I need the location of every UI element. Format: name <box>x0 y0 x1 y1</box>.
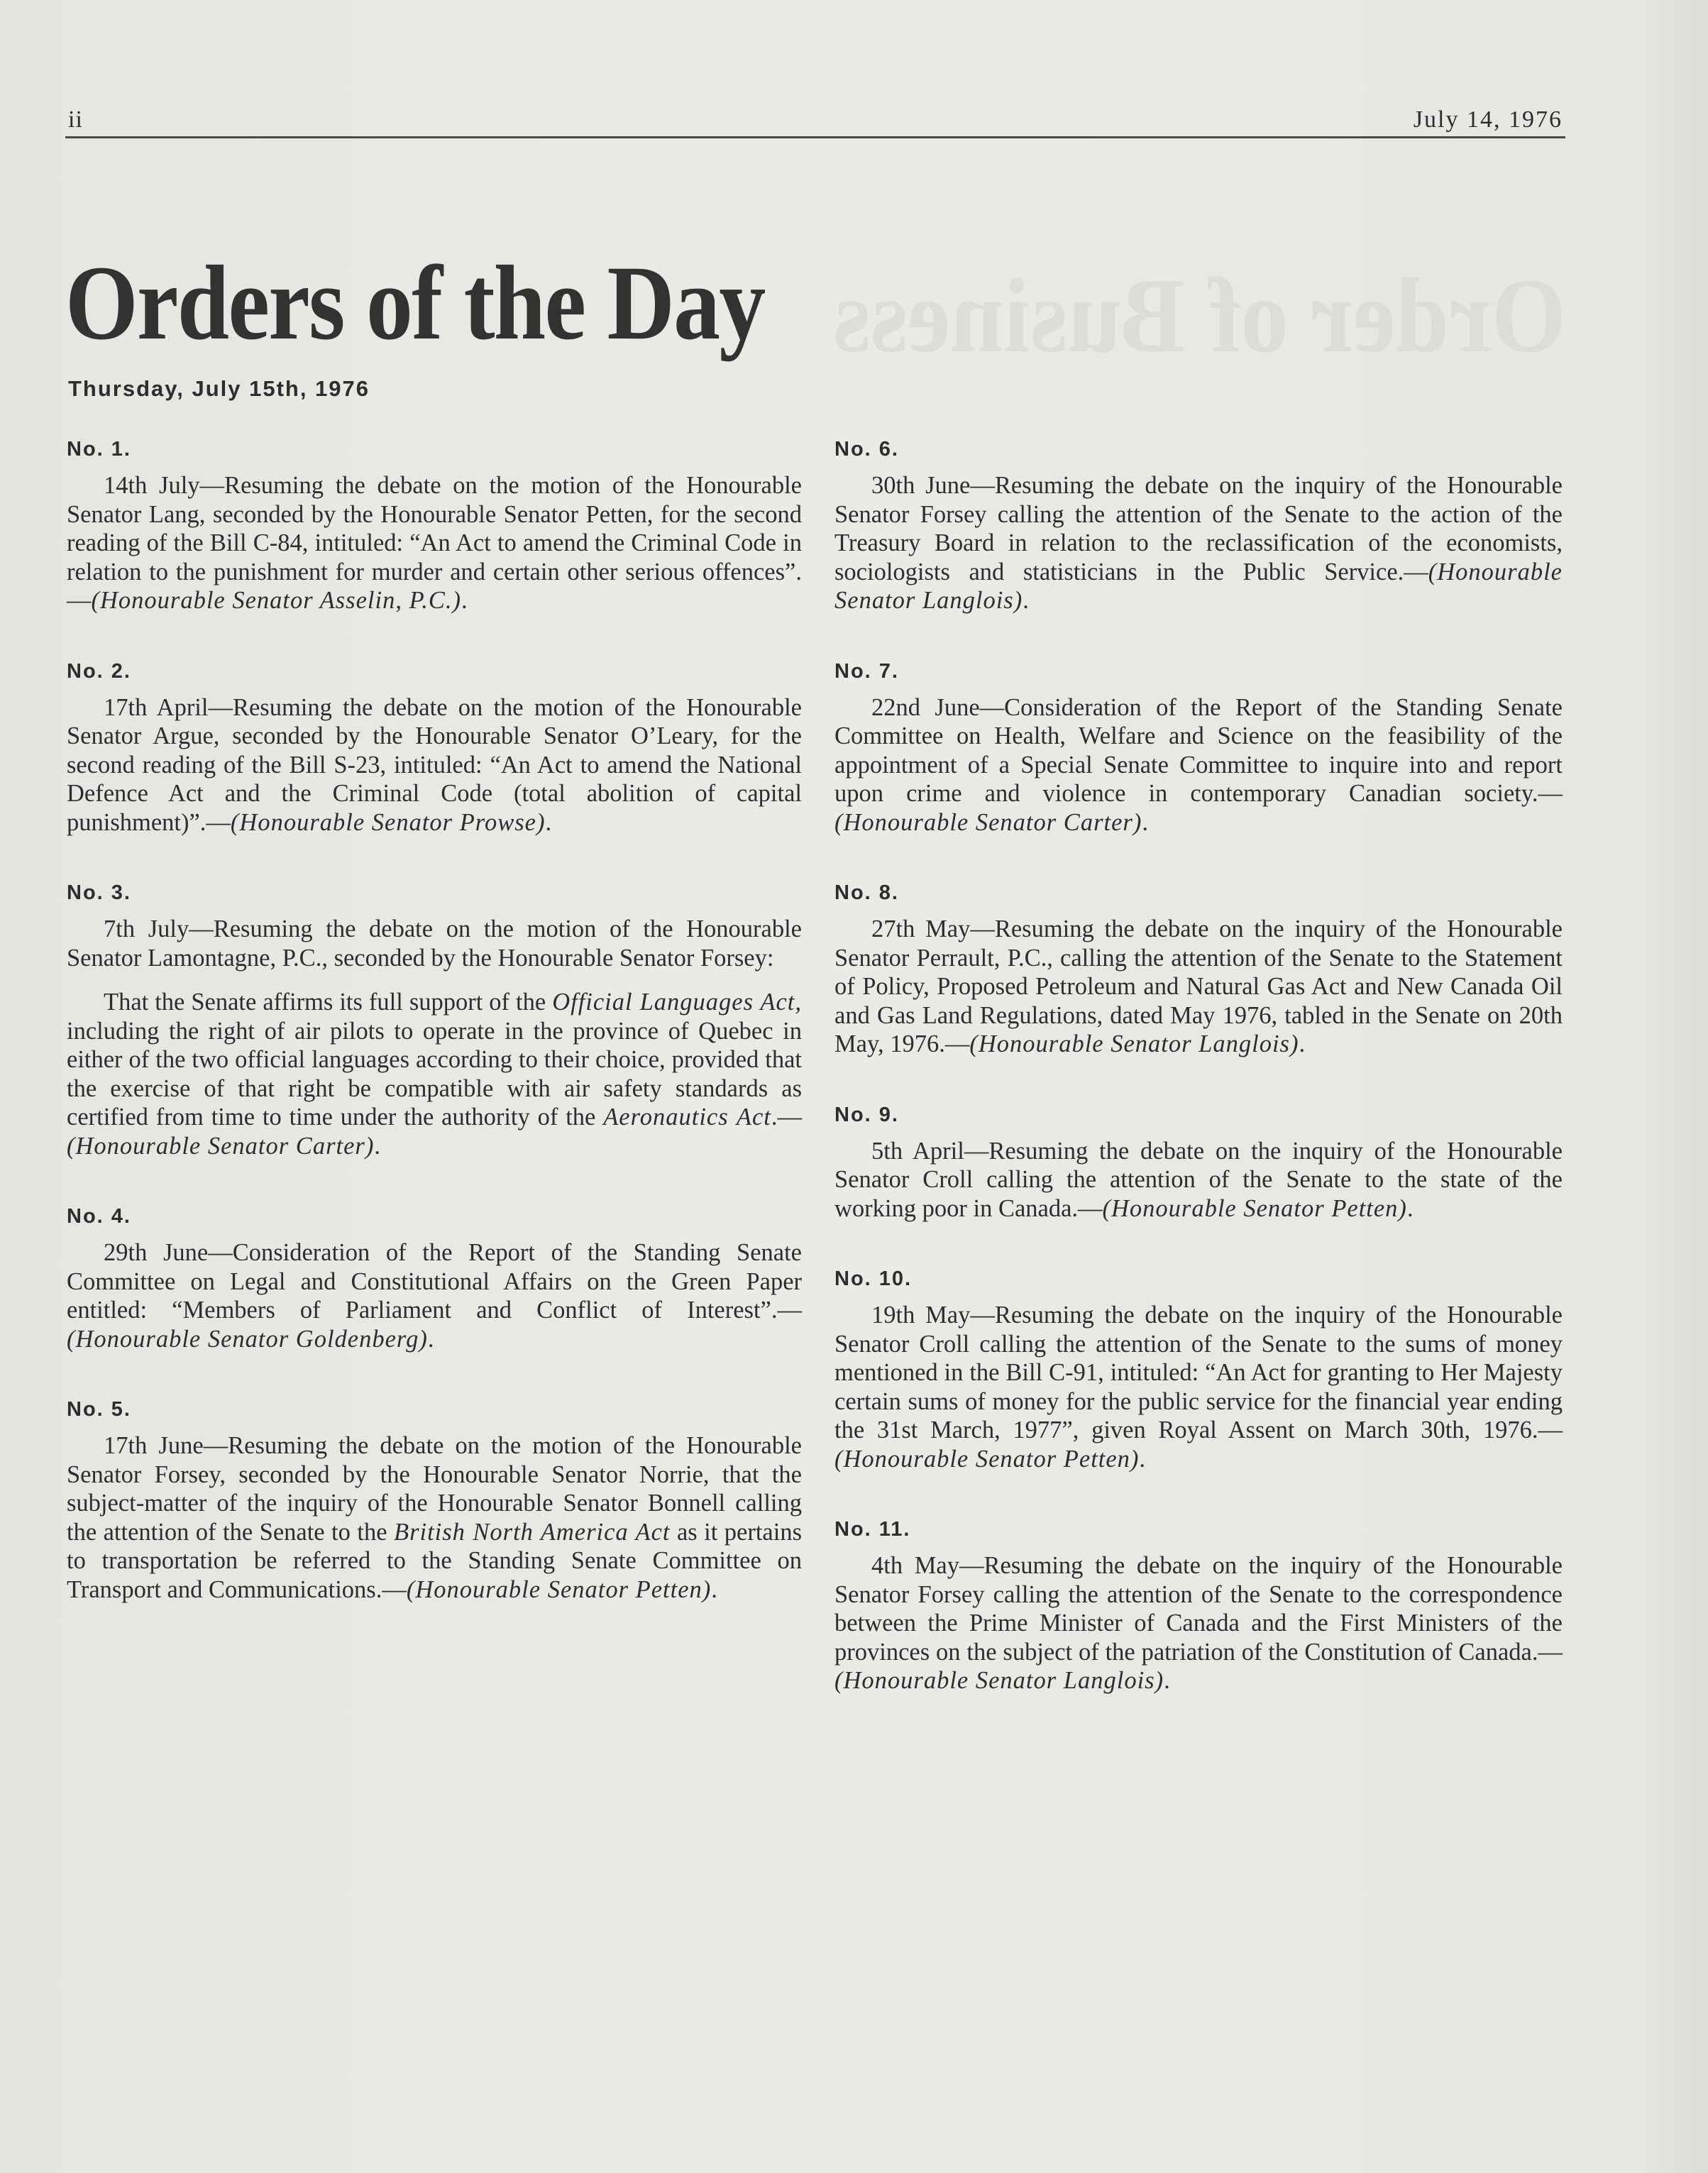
page-title: Orders of the Day <box>65 244 765 362</box>
item-reference: (Honourable Senator Asselin, P.C.) <box>91 587 461 614</box>
item-number: No. 3. <box>67 881 131 904</box>
item-number: No. 9. <box>834 1103 899 1126</box>
order-item-10 <box>834 1265 1563 1473</box>
item-reference: (Honourable Senator Carter) <box>67 1132 375 1160</box>
item-number: No. 7. <box>834 659 899 683</box>
order-item-1 <box>67 436 802 615</box>
sitting-date: Thursday, July 15th, 1976 <box>68 376 370 401</box>
order-item-5 <box>67 1396 802 1604</box>
order-item-4 <box>67 1203 802 1353</box>
item-reference: (Honourable Senator Langlois) <box>969 1030 1299 1057</box>
item-text: 30th June—Resuming the debate on the inquiry of the Honourable Senator Forsey calling the attention of the Senate to the action of the Treasury Board in relation to the reclassification of the economists, sociologists and statisticians in the Public Service.—(Honourable Senator Langlois). <box>834 472 1563 614</box>
item-text: 4th May—Resuming the debate on the inquiry of the Honourable Senator Forsey calling the attention of the Senate to the correspondence between the Prime Minister of Canada and the First Ministers of the provinces on the subject of the patriation of the Constitution of Canada.—(Honourable Senator Langlois). <box>834 1552 1563 1694</box>
item-number: No. 8. <box>834 881 899 904</box>
item-reference: (Honourable Senator Petten) <box>1102 1194 1407 1222</box>
item-text: 27th May—Resuming the debate on the inquiry of the Honourable Senator Perrault, P.C., calling the attention of the Senate to the Statement of Policy, Proposed Petroleum and Natural Gas Act and New Canada Oil and Gas Land Regulations, dated May 1976, tabled in the Senate on 20th May, 1976.—(Honourable Senator Langlois). <box>834 915 1563 1057</box>
item-reference: (Honourable Senator Langlois) <box>834 1667 1164 1694</box>
item-number: No. 2. <box>67 659 131 683</box>
item-number: No. 5. <box>67 1398 131 1421</box>
item-text: 19th May—Resuming the debate on the inquiry of the Honourable Senator Croll calling the attention of the Senate to the sums of money mentioned in the Bill C-91, intituled: “An Act for granting to Her Majesty certain sums of money for the public service for the financial year ending the 31st March, 1977”, given Royal Assent on March 30th, 1976.—(Honourable Senator Petten). <box>834 1302 1563 1473</box>
order-item-3 <box>67 879 802 1160</box>
show-through-title: Order of Business <box>833 257 1566 375</box>
item-text: 5th April—Resuming the debate on the inquiry of the Honourable Senator Croll calling the attention of the Senate to the state of the working poor in Canada.—(Honourable Senator Petten). <box>834 1137 1563 1222</box>
item-reference: (Honourable Senator Petten) <box>406 1575 712 1603</box>
order-item-7 <box>834 658 1563 837</box>
item-reference: (Honourable Senator Langlois) <box>834 558 1563 614</box>
motion-text: That the Senate affirms its full support of the Official Languages Act, including the right of air pilots to operate in the province of Quebec in either of the two official languages according to their choice, provided that the exercise of that right be compatible with air safety standards as certified from time to time under the authority of the Aeronautics Act.—(Honourable Senator Carter). <box>67 989 802 1160</box>
right-column <box>834 436 1563 1738</box>
item-text: 14th July—Resuming the debate on the motion of the Honourable Senator Lang, seconded by the Honourable Senator Petten, for the second reading of the Bill C-84, intituled: “An Act to amend the Criminal Code in relation to the punishment for murder and certain other serious offences”.—(Honourable Senator Asselin, P.C.). <box>67 472 802 614</box>
item-number: No. 6. <box>834 438 899 461</box>
item-reference: (Honourable Senator Prowse) <box>230 808 546 836</box>
page-header <box>65 105 1565 138</box>
item-number: No. 11. <box>834 1518 911 1541</box>
header-date: July 14, 1976 <box>1413 106 1563 133</box>
left-column <box>67 436 802 1646</box>
item-text: 7th July—Resuming the debate on the motion of the Honourable Senator Lamontagne, P.C., seconded by the Honourable Senator Forsey: <box>67 915 802 972</box>
order-item-6 <box>834 436 1563 615</box>
item-text: 22nd June—Consideration of the Report of the Standing Senate Committee on Health, Welfare and Science on the feasibility of the appointment of a Special Senate Committee to inquire into and report upon crime and violence in contemporary Canadian society.—(Honourable Senator Carter). <box>834 693 1563 836</box>
item-text: 17th April—Resuming the debate on the motion of the Honourable Senator Argue, seconded by the Honourable Senator O’Leary, for the second reading of the Bill S-23, intituled: “An Act to amend the National Defence Act and the Criminal Code (total abolition of capital punishment)”.—(Honourable Senator Prowse). <box>67 693 802 836</box>
item-number: No. 10. <box>834 1267 913 1290</box>
order-item-9 <box>834 1101 1563 1223</box>
item-reference: (Honourable Senator Goldenberg) <box>67 1325 428 1353</box>
item-text: 17th June—Resuming the debate on the motion of the Honourable Senator Forsey, seconded by the Honourable Senator Norrie, that the subject-matter of the inquiry of the Honourable Senator Bonnell calling the attention of the Senate to the British North America Act as it pertains to transportation be referred to the Standing Senate Committee on Transport and Communications.—(Honourable Senator Petten). <box>67 1432 802 1603</box>
item-text: 29th June—Consideration of the Report of the Standing Senate Committee on Legal and Constitutional Affairs on the Green Paper entitled: “Members of Parliament and Conflict of Interest”.—(Honourable Senator Goldenberg). <box>67 1239 802 1353</box>
order-item-11 <box>834 1516 1563 1695</box>
item-reference: (Honourable Senator Petten) <box>834 1445 1140 1473</box>
item-reference: (Honourable Senator Carter) <box>834 808 1142 836</box>
item-number: No. 4. <box>67 1205 131 1228</box>
item-number: No. 1. <box>67 438 131 461</box>
order-item-8 <box>834 879 1563 1059</box>
order-item-2 <box>67 658 802 837</box>
page-number: ii <box>68 106 83 133</box>
